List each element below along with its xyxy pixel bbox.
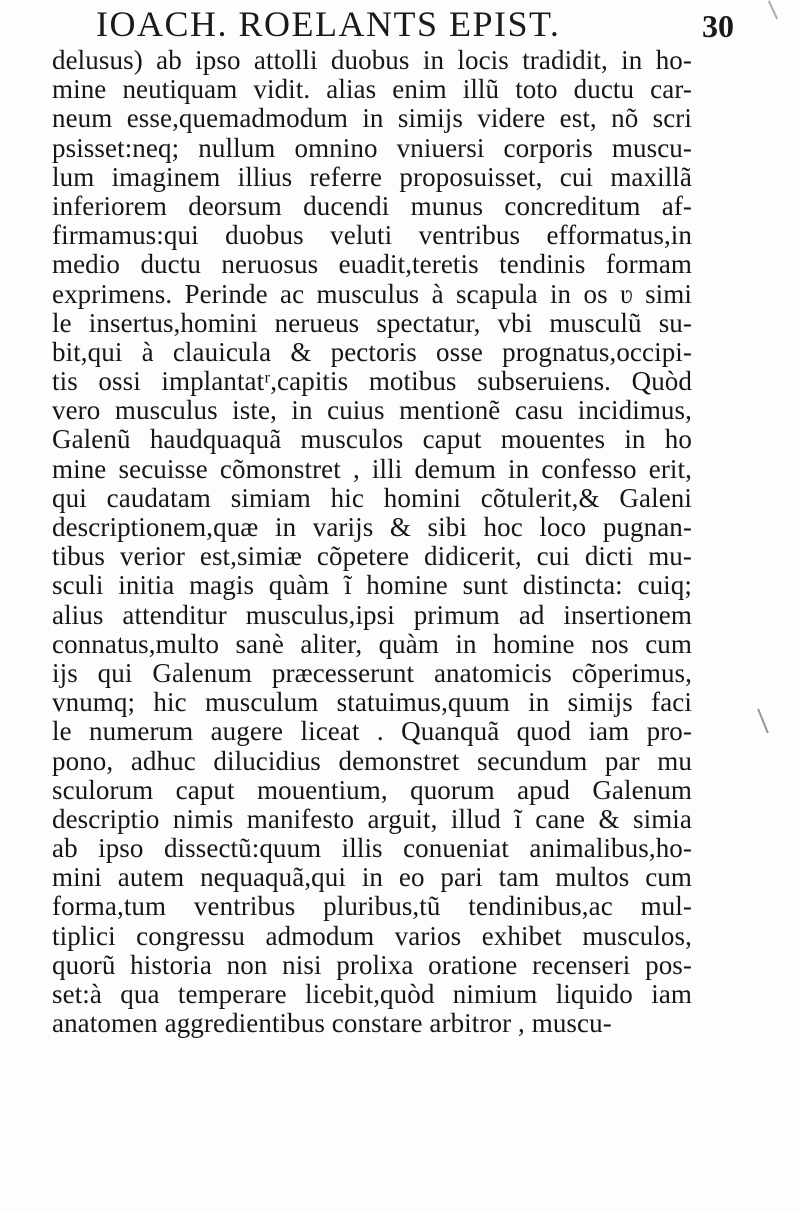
text-line: vero musculus iste, in cuius mentionẽ casu incidimus, [52,395,692,426]
text-line: firmamus:qui duobus veluti ventribus efformatus,in [52,220,692,251]
text-line: tis ossi implantatʳ,capitis motibus subseruiens. Quòd [52,366,692,397]
text-line: neum esse,quemadmodum in simijs videre est, nõ scri [52,103,692,134]
page-number: 30 [702,8,734,44]
text-line: qui caudatam simiam hic homini cõtulerit,& Galeni [52,482,692,513]
text-line: Galenũ haudquaquã musculos caput mouentes in ho [52,424,692,455]
text-line: inferiorem deorsum ducendi munus concreditum af- [52,190,692,221]
text-line: tibus verior est,simiæ cõpetere didicerit, cui dicti mu- [52,541,692,572]
text-line: psisset:neq; nullum omnino vniuersi corporis muscu- [52,132,692,163]
text-line: forma,tum ventribus pluribus,tũ tendinibus,ac mul- [52,891,692,922]
text-line: delusus) ab ipso attolli duobus in locis tradidit, in ho- [52,45,692,75]
text-line: descriptionem,quæ in varijs & sibi hoc loco pugnan- [52,512,692,542]
text-line: mine neutiquam vidit. alias enim illũ toto ductu car- [52,74,692,105]
text-line: ab ipso dissectũ:quum illis conueniat animalibus,ho- [52,833,692,864]
text-line: connatus,multo sanè aliter, quàm in homine nos cum [52,628,692,659]
text-line: pono, adhuc dilucidius demonstret secundum par mu [52,745,692,776]
running-title: IOACH. ROELANTS EPIST. [96,4,561,44]
body-text [52,46,692,1038]
text-line: exprimens. Perinde ac musculus à scapula in os ʋ simi [52,278,692,309]
text-line: mini autem nequaquã,qui in eo pari tam multos cum [52,862,692,893]
text-line: quorũ historia non nisi prolixa oratione recenseri pos- [52,949,692,980]
text-line: tiplici congressu admodum varios exhibet musculos, [52,920,692,951]
text-line: anatomen aggredientibus constare arbitror , muscu- [52,1008,612,1039]
text-line: mine secuisse cõmonstret , illi demum in confesso erit, [52,453,692,484]
text-line: alius attenditur musculus,ipsi primum ad insertionem [52,599,692,630]
text-line: le insertus,homini nerueus spectatur, vbi musculũ su- [52,307,692,338]
text-line: ijs qui Galenum præcesserunt anatomicis cõperimus, [52,657,692,688]
text-line: vnumq; hic musculum statuimus,quum in simijs faci [52,687,692,718]
margin-stroke [768,1,778,20]
text-line: sculorum caput mouentium, quorum apud Galenum [52,774,692,805]
text-line: lum imaginem illius referre proposuisset, cui maxillã [52,161,692,192]
text-line: bit,qui à clauicula & pectoris osse prognatus,occipi- [52,336,692,367]
text-line: descriptio nimis manifesto arguit, illud ĩ cane & simia [52,803,692,834]
text-line: set:à qua temperare licebit,quòd nimium liquido iam [52,979,692,1009]
margin-stroke [757,709,769,734]
text-line: le numerum augere liceat . Quanquã quod iam pro- [52,716,692,747]
text-line: sculi initia magis quàm ĩ homine sunt distincta: cuiq; [52,570,692,601]
text-line: medio ductu neruosus euadit,teretis tendinis formam [52,249,692,280]
